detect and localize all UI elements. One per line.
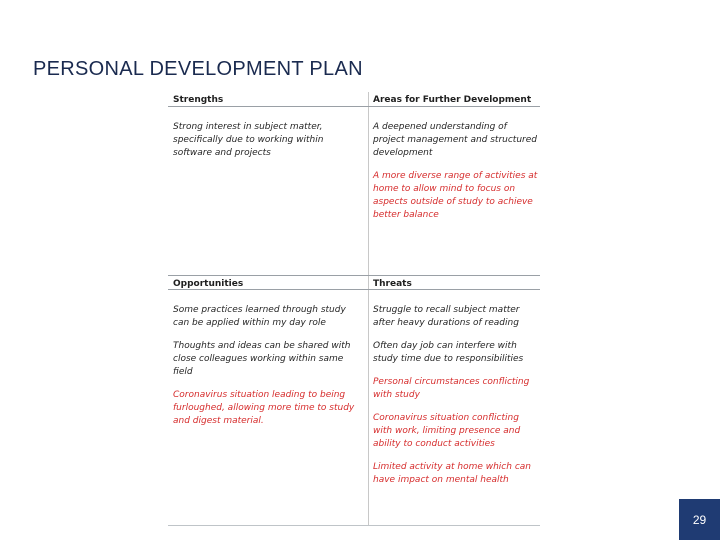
further-development-item: A more diverse range of activities at home to allow mind to focus on aspects outside of study to achieve better balance — [373, 171, 538, 220]
row-divider — [168, 275, 540, 276]
threat-item: Struggle to recall subject matter after heavy durations of reading — [373, 305, 520, 328]
threat-item: Personal circumstances conflicting with study — [373, 377, 530, 400]
threats-list — [373, 304, 538, 497]
strengths-heading: Strengths — [173, 95, 224, 105]
opportunity-item: Thoughts and ideas can be shared with close colleagues working within same field — [173, 341, 351, 377]
further-development-heading: Areas for Further Development — [373, 95, 532, 105]
threats-heading: Threats — [373, 279, 412, 289]
threat-item: Limited activity at home which can have impact on mental health — [373, 462, 531, 485]
strength-item: Strong interest in subject matter, specifically due to working within software and projects — [173, 122, 324, 158]
strengths-list — [173, 121, 361, 170]
opportunities-list — [173, 304, 361, 438]
threat-item: Often day job can interfere with study time due to responsibilities — [373, 341, 524, 364]
column-divider — [368, 92, 369, 526]
page-title: PERSONAL DEVELOPMENT PLAN — [33, 58, 363, 80]
row-divider — [168, 525, 540, 526]
swot-table — [168, 92, 540, 526]
threat-item: Coronavirus situation conflicting with work, limiting presence and ability to conduct activities — [373, 413, 521, 449]
further-development-list — [373, 121, 538, 232]
page-number-badge: 29 — [679, 499, 720, 540]
opportunities-heading: Opportunities — [173, 279, 244, 289]
opportunity-item: Some practices learned through study can be applied within my day role — [173, 305, 346, 328]
further-development-item: A deepened understanding of project management and structured development — [373, 122, 537, 158]
opportunity-item: Coronavirus situation leading to being furloughed, allowing more time to study and digest material. — [173, 390, 355, 426]
